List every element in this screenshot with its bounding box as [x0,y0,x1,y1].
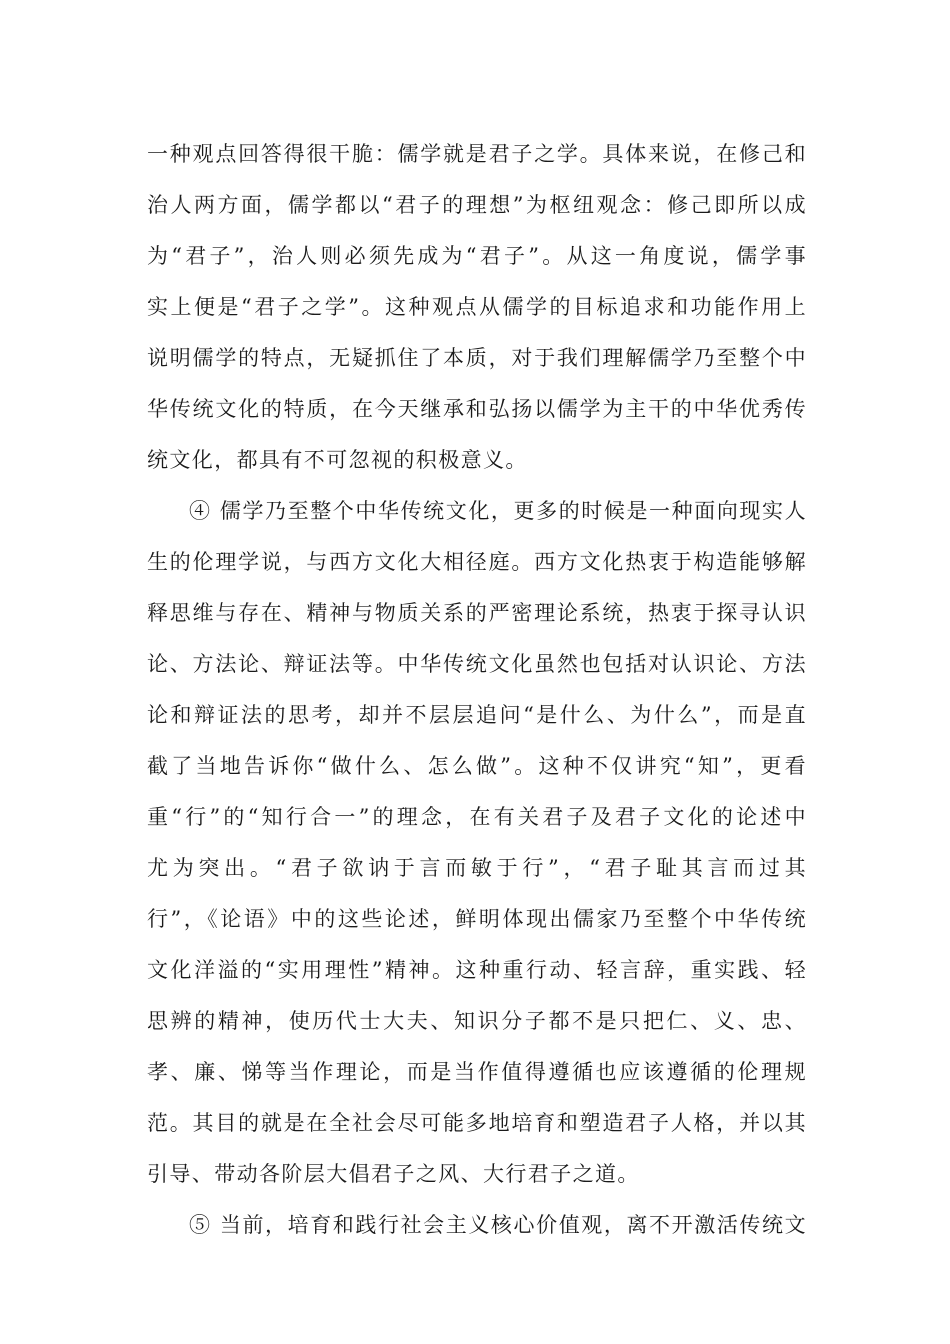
text-line: 截了当地告诉你“做什么、怎么做”。这种不仅讲究“知”，更看 [147,754,807,778]
paragraph-3-continued [147,129,807,486]
text-line: 实上便是“君子之学”。这种观点从儒学的目标追求和功能作用上 [147,295,807,319]
text-line: 思辨的精神，使历代士大夫、知识分子都不是只把仁、义、忠、 [147,1009,807,1033]
text-line: 孝、廉、悌等当作理论，而是当作值得遵循也应该遵循的伦理规 [147,1060,807,1084]
text-line: 一种观点回答得很干脆：儒学就是君子之学。具体来说，在修己和 [147,142,807,166]
text-line: 为“君子”，治人则必须先成为“君子”。从这一角度说，儒学事 [147,244,807,268]
text-line: 重“行”的“知行合一”的理念，在有关君子及君子文化的论述中 [147,805,807,829]
text-line: 生的伦理学说，与西方文化大相径庭。西方文化热衷于构造能够解 [147,550,807,574]
body-text [147,129,807,1251]
text-line: 华传统文化的特质，在今天继承和弘扬以儒学为主干的中华优秀传 [147,397,807,421]
text-line: 治人两方面，儒学都以“君子的理想”为枢纽观念：修己即所以成 [147,193,807,217]
text-line-last: 统文化，都具有不可忽视的积极意义。 [147,448,528,472]
text-line: 尤为突出。“君子欲讷于言而敏于行”，“君子耻其言而过其 [147,856,807,880]
paragraph-5 [147,1200,807,1251]
text-line-first: ⑤ 当前，培育和践行社会主义核心价值观，离不开激活传统文 [189,1213,807,1237]
text-line: 文化洋溢的“实用理性”精神。这种重行动、轻言辞，重实践、轻 [147,958,807,982]
text-line: 范。其目的就是在全社会尽可能多地培育和塑造君子人格，并以其 [147,1111,807,1135]
text-line-first: ④ 儒学乃至整个中华传统文化，更多的时候是一种面向现实人 [189,499,807,523]
text-line: 说明儒学的特点，无疑抓住了本质，对于我们理解儒学乃至整个中 [147,346,807,370]
text-line-last: 引导、带动各阶层大倡君子之风、大行君子之道。 [147,1162,640,1186]
text-line: 论和辩证法的思考，却并不层层追问“是什么、为什么”，而是直 [147,703,807,727]
text-line: 论、方法论、辩证法等。中华传统文化虽然也包括对认识论、方法 [147,652,807,676]
paragraph-4 [147,486,807,1200]
text-line: 行”，《论语》中的这些论述，鲜明体现出儒家乃至整个中华传统 [147,907,807,931]
text-line: 释思维与存在、精神与物质关系的严密理论系统，热衷于探寻认识 [147,601,807,625]
